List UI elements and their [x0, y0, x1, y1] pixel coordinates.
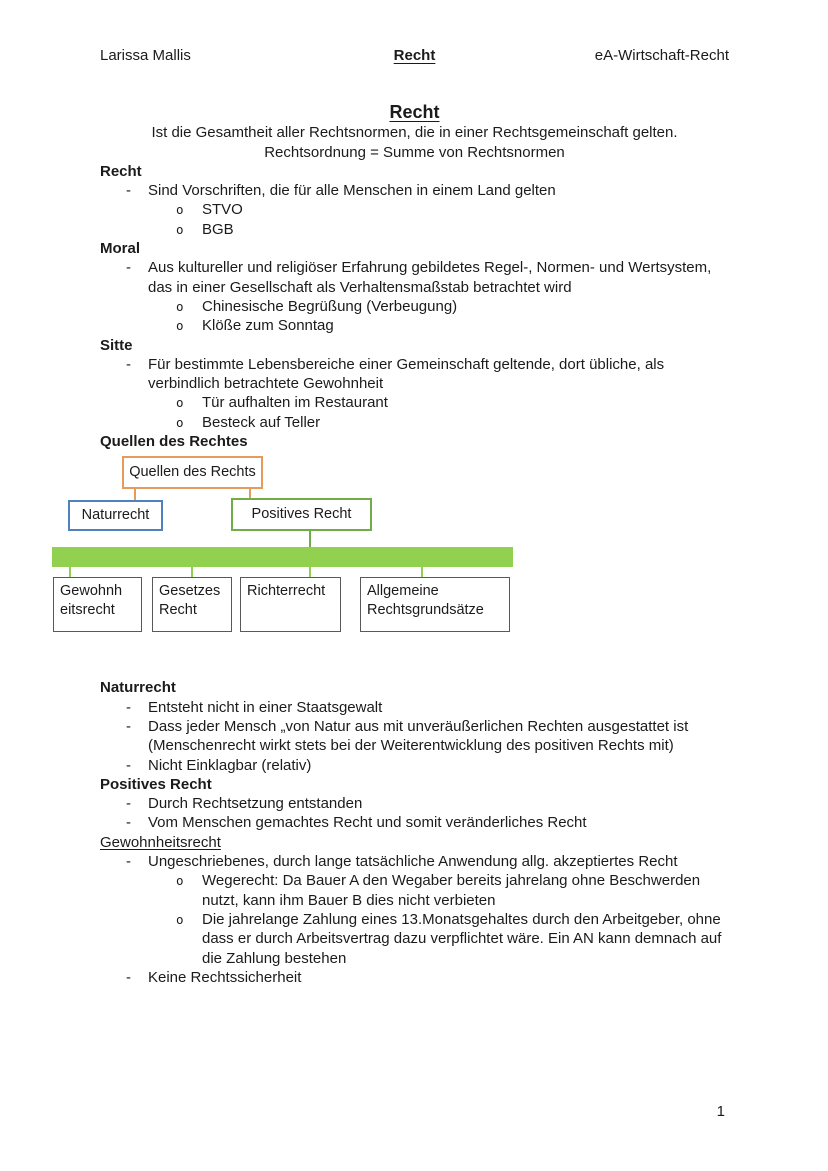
bullet-item [100, 813, 729, 832]
bullet-text: Ungeschriebenes, durch lange tatsächliche Anwendung allg. akzeptiertes Recht [148, 853, 678, 871]
bullet-text: STVO [202, 201, 243, 219]
dash-bullet: - [126, 355, 131, 373]
diagram-node-label: Gewohnh [60, 583, 123, 600]
diagram-green-bar [52, 547, 513, 567]
dash-bullet: - [126, 814, 131, 832]
bullet-text: Besteck auf Teller [202, 413, 321, 431]
connector-line [309, 567, 311, 577]
connector-line [421, 567, 423, 577]
diagram-node-allgemeine-rechtsgrundsaetze [360, 577, 510, 632]
bullet-text: Sind Vorschriften, die für alle Menschen in einem Land gelten [148, 182, 556, 200]
diagram-node-gesetzesrecht [152, 577, 232, 632]
bullet-item [100, 794, 729, 813]
dash-bullet: - [126, 717, 131, 735]
bullet-item [100, 316, 729, 335]
bullet-text: Vom Menschen gemachtes Recht und somit veränderliches Recht [148, 814, 587, 832]
connector-line [134, 489, 136, 500]
bullet-item [100, 413, 729, 432]
page-number: 1 [716, 1102, 725, 1120]
section-heading: Recht [100, 162, 142, 180]
diagram-node-label: Positives Recht [251, 506, 352, 523]
bullet-item [100, 910, 729, 968]
dash-bullet: - [126, 968, 131, 986]
bullet-text: BGB [202, 220, 234, 238]
bullet-text: Entsteht nicht in einer Staatsgewalt [148, 698, 383, 716]
header-title: Recht [393, 47, 436, 64]
dash-bullet: - [126, 795, 131, 813]
bullet-item [100, 968, 729, 987]
diagram-node-label: Allgemeine [367, 583, 439, 600]
bullet-text: Chinesische Begrüßung (Verbeugung) [202, 297, 458, 315]
circle-bullet: o [176, 911, 184, 927]
diagram-node-label: Quellen des Rechts [129, 464, 256, 481]
bullet-item [100, 181, 729, 200]
diagram-node-naturrecht [68, 500, 163, 531]
bullet-text: Keine Rechtssicherheit [148, 968, 302, 986]
circle-bullet: o [176, 873, 184, 889]
diagram-node-label: Rechtsgrundsätze [367, 602, 484, 619]
dash-bullet: - [126, 182, 131, 200]
bullet-item [100, 355, 729, 394]
dash-bullet: - [126, 698, 131, 716]
quellen-des-rechts-diagram [53, 456, 673, 632]
section-heading: Moral [100, 240, 141, 258]
bullet-text: Nicht Einklagbar (relativ) [148, 756, 312, 774]
bullet-text: Aus kultureller und religiöser Erfahrung gebildetes Regel-, Normen- und Wertsystem, das in einer Gesellschaft als Verhaltensmaßstab betrachtet wird [148, 259, 712, 296]
bullet-text: Wegerecht: Da Bauer A den Wegaber bereits jahrelang ohne Beschwerden nutzt, kann ihm Bauer B dies nicht verbieten [202, 872, 701, 909]
bullet-text: Dass jeder Mensch „von Natur aus mit unveräußerlichen Rechten ausgestattet ist (Menschenrecht wirkt stets bei der Weiterentwicklung des positiven Rechts mit) [148, 717, 689, 755]
diagram-node-positives-recht [231, 498, 372, 531]
diagram-node-label: Recht [159, 602, 197, 619]
diagram-node-label: Gesetzes [159, 583, 221, 600]
dash-bullet: - [126, 756, 131, 774]
circle-bullet: o [176, 395, 184, 411]
bullet-item [100, 220, 729, 239]
bullet-text: Die jahrelange Zahlung eines 13.Monatsgehaltes durch den Arbeitgeber, ohne dass er durch Arbeitsvertrag dazu verpflichtet wäre. Ein AN kann demnach auf die Zahlung bestehen [202, 910, 722, 967]
bullet-item [100, 717, 729, 756]
bullet-item [100, 871, 729, 910]
bullet-item [100, 393, 729, 412]
page-title: Recht [389, 102, 440, 123]
diagram-node-label: Naturrecht [81, 507, 150, 524]
sections-top [100, 162, 729, 451]
bullet-item [100, 258, 729, 297]
bullet-item [100, 200, 729, 219]
dash-bullet: - [126, 259, 131, 277]
section-heading: Positives Recht [100, 775, 212, 793]
circle-bullet: o [176, 318, 184, 334]
diagram-node-quellen-des-rechts [122, 456, 263, 489]
diagram-node-label: Richterrecht [247, 583, 326, 600]
dash-bullet: - [126, 853, 131, 871]
intro-line: Rechtsordnung = Summe von Rechtsnormen [264, 143, 565, 161]
circle-bullet: o [176, 414, 184, 430]
bullet-item [100, 852, 729, 871]
circle-bullet: o [176, 202, 184, 218]
page-content [60, 0, 729, 987]
section-heading: Quellen des Rechtes [100, 433, 248, 451]
sections-bottom [100, 678, 729, 987]
circle-bullet: o [176, 221, 184, 237]
header-course: eA-Wirtschaft-Recht [594, 47, 729, 64]
bullet-item [100, 698, 729, 717]
section-heading: Naturrecht [100, 679, 176, 697]
bullet-text: Tür aufhalten im Restaurant [202, 394, 388, 412]
page-header [100, 46, 729, 65]
bullet-text: Durch Rechtsetzung entstanden [148, 795, 363, 813]
diagram-node-richterrecht [240, 577, 341, 632]
circle-bullet: o [176, 298, 184, 314]
connector-line [249, 489, 251, 498]
bullet-item [100, 756, 729, 775]
header-author: Larissa Mallis [100, 47, 191, 64]
intro-line: Ist die Gesamtheit aller Rechtsnormen, die in einer Rechtsgemeinschaft gelten. [151, 124, 678, 142]
connector-line [309, 531, 311, 547]
connector-line [69, 567, 71, 577]
diagram-node-label: eitsrecht [60, 602, 115, 619]
connector-line [191, 567, 193, 577]
bullet-text: Für bestimmte Lebensbereiche einer Gemeinschaft geltende, dort übliche, als verbindlich betrachtete Gewohnheit [148, 355, 665, 393]
bullet-text: Klöße zum Sonntag [202, 317, 334, 335]
diagram-node-gewohnheitsrecht [53, 577, 142, 632]
section-heading: Sitte [100, 336, 133, 354]
bullet-item [100, 297, 729, 316]
section-heading: Gewohnheitsrecht [100, 833, 221, 851]
